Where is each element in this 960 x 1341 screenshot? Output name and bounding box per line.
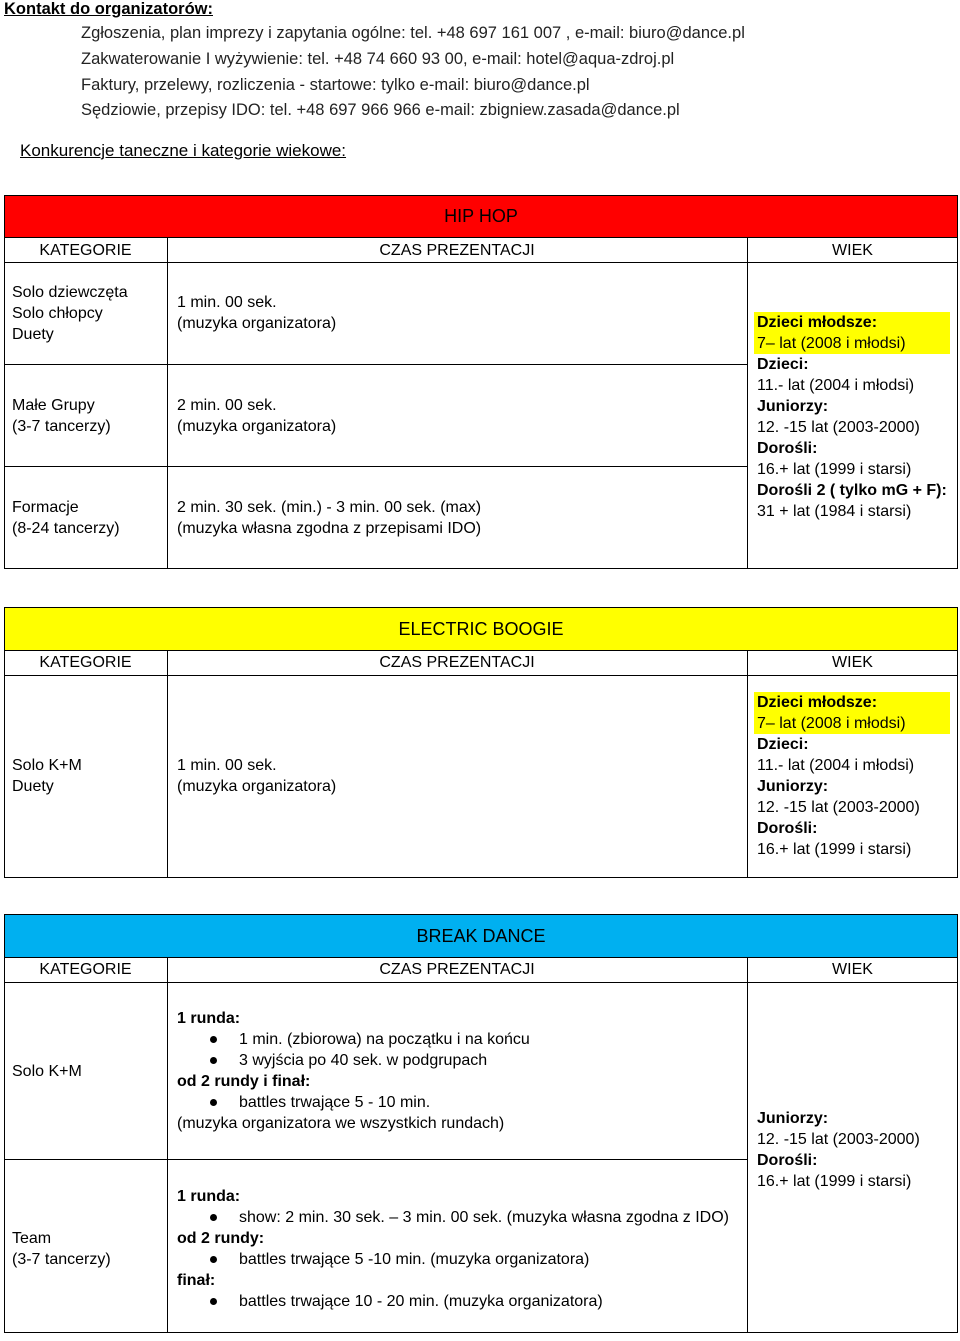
hiphop-title-band — [4, 195, 958, 238]
bullet-item: 1 min. (zbiorowa) na początku i na końcu — [177, 1029, 530, 1050]
category-label: Solo dziewczęta — [12, 284, 128, 301]
electric-ages — [754, 692, 950, 860]
category-label: (8-24 tancerzy) — [12, 520, 120, 537]
contact-line-4: Sędziowie, przepisy IDO: tel. +48 697 966 966 e-mail: zbigniew.zasada@dance.pl — [81, 101, 680, 119]
category-label: (3-7 tancerzy) — [12, 418, 111, 435]
age-label: Juniorzy: — [757, 778, 829, 795]
age-value: 7– lat (2008 i młodsi) — [754, 713, 950, 734]
time-label: (muzyka własna zgodna z przepisami IDO) — [177, 520, 482, 537]
category-label: Małe Grupy — [12, 397, 95, 414]
category-label: Duety — [12, 326, 54, 343]
age-value: 16.+ lat (1999 i starsi) — [757, 841, 912, 858]
age-value: 12. -15 lat (2003-2000) — [757, 1131, 920, 1148]
age-label: Dorośli: — [757, 820, 818, 837]
contact-line-1: Zgłoszenia, plan imprezy i zapytania ogólne: tel. +48 697 161 007 , e-mail: biuro@dance.pl — [81, 24, 745, 42]
time-label: 1 min. 00 sek. — [177, 757, 277, 774]
age-label: Dzieci: — [757, 356, 809, 373]
breakdance-title: BREAK DANCE — [416, 926, 546, 946]
electric-title: ELECTRIC BOOGIE — [398, 619, 564, 639]
category-label: Duety — [12, 778, 54, 795]
bullet-item: battles trwające 10 - 20 min. (muzyka organizatora) — [177, 1291, 729, 1312]
hiphop-header-wiek: WIEK — [832, 242, 873, 259]
hiphop-header-czas: CZAS PREZENTACJI — [379, 242, 535, 259]
hiphop-row-divider-2 — [4, 466, 747, 467]
breakdance-ages — [757, 1108, 920, 1192]
time-label: (muzyka organizatora) — [177, 315, 337, 332]
round-label: 1 runda: — [177, 1010, 241, 1027]
hiphop-header-divider — [4, 262, 958, 263]
electric-header-divider — [4, 675, 958, 676]
breakdance-col-divider-2 — [747, 957, 748, 1333]
contact-line-2: Zakwaterowanie I wyżywienie: tel. +48 74 660 93 00, e-mail: hotel@aqua-zdroj.pl — [81, 50, 675, 68]
age-value: 11.- lat (2004 i młodsi) — [757, 377, 915, 394]
age-label: Dzieci: — [757, 736, 809, 753]
bullet-item: 3 wyjścia po 40 sek. w podgrupach — [177, 1050, 530, 1071]
breakdance-solo-time — [177, 1008, 530, 1134]
category-label: (3-7 tancerzy) — [12, 1251, 111, 1268]
time-label: 2 min. 30 sek. (min.) - 3 min. 00 sek. (max) — [177, 499, 482, 516]
breakdance-row-divider — [4, 1159, 747, 1160]
electric-title-band — [4, 607, 958, 651]
age-label: Dorośli: — [757, 440, 818, 457]
age-value: 11.- lat (2004 i młodsi) — [757, 757, 915, 774]
category-label: Solo K+M — [12, 757, 82, 774]
age-value: 31 + lat (1984 i starsi) — [757, 503, 912, 520]
breakdance-col-divider-1 — [167, 957, 168, 1333]
electric-col-divider-1 — [167, 650, 168, 878]
electric-header-czas: CZAS PREZENTACJI — [379, 654, 535, 671]
breakdance-header-czas: CZAS PREZENTACJI — [379, 961, 535, 978]
age-label: Dorośli 2 ( tylko mG + F): — [757, 482, 947, 499]
hiphop-row2-time — [177, 395, 336, 437]
bullet-item: battles trwające 5 -10 min. (muzyka organizatora) — [177, 1249, 729, 1270]
hiphop-row1-categories — [12, 282, 128, 345]
age-label: Dzieci młodsze: — [754, 312, 950, 333]
age-value: 7– lat (2008 i młodsi) — [754, 333, 950, 354]
breakdance-title-band — [4, 914, 958, 958]
hiphop-row-divider-1 — [4, 364, 747, 365]
age-label: Dorośli: — [757, 1152, 818, 1169]
time-label: 2 min. 00 sek. — [177, 397, 277, 414]
hiphop-col-divider-2 — [747, 237, 748, 569]
breakdance-team-time — [177, 1186, 729, 1312]
age-value: 16.+ lat (1999 i starsi) — [757, 461, 912, 478]
age-label: Dzieci młodsze: — [754, 692, 950, 713]
breakdance-header-divider — [4, 982, 958, 983]
breakdance-header-kategorie: KATEGORIE — [39, 961, 132, 978]
hiphop-ages — [754, 312, 950, 522]
age-value: 16.+ lat (1999 i starsi) — [757, 1173, 912, 1190]
electric-time — [177, 755, 336, 797]
age-value: 12. -15 lat (2003-2000) — [757, 419, 920, 436]
contact-heading: Kontakt do organizatorów: — [4, 0, 213, 18]
breakdance-solo-category: Solo K+M — [12, 1063, 82, 1080]
round-label: od 2 rundy i finał: — [177, 1073, 311, 1090]
round-label: 1 runda: — [177, 1188, 241, 1205]
electric-header-kategorie: KATEGORIE — [39, 654, 132, 671]
time-label: (muzyka organizatora) — [177, 418, 337, 435]
competitions-heading: Konkurencje taneczne i kategorie wiekowe: — [20, 141, 347, 160]
electric-categories — [12, 755, 82, 797]
bullet-item: show: 2 min. 30 sek. – 3 min. 00 sek. (muzyka własna zgodna z IDO) — [177, 1207, 729, 1228]
time-label: (muzyka organizatora) — [177, 778, 337, 795]
hiphop-row3-categories — [12, 497, 120, 539]
time-label: 1 min. 00 sek. — [177, 294, 277, 311]
category-label: Team — [12, 1230, 52, 1247]
breakdance-header-wiek: WIEK — [832, 961, 873, 978]
contact-line-3: Faktury, przelewy, rozliczenia - startowe: tylko e-mail: biuro@dance.pl — [81, 76, 590, 94]
hiphop-row2-categories — [12, 395, 111, 437]
age-label: Juniorzy: — [757, 398, 829, 415]
round-label: od 2 rundy: — [177, 1230, 265, 1247]
category-label: Solo chłopcy — [12, 305, 103, 322]
hiphop-col-divider-1 — [167, 237, 168, 569]
category-label: Formacje — [12, 499, 79, 516]
age-value: 12. -15 lat (2003-2000) — [757, 799, 920, 816]
bullet-item: battles trwające 5 - 10 min. — [177, 1092, 530, 1113]
hiphop-row1-time — [177, 292, 336, 334]
hiphop-header-kategorie: KATEGORIE — [39, 242, 132, 259]
electric-header-wiek: WIEK — [832, 654, 873, 671]
round-label: finał: — [177, 1272, 216, 1289]
age-label: Juniorzy: — [757, 1110, 829, 1127]
hiphop-row3-time — [177, 497, 481, 539]
electric-col-divider-2 — [747, 650, 748, 878]
breakdance-team-category — [12, 1228, 111, 1270]
hiphop-title: HIP HOP — [444, 206, 518, 226]
music-note: (muzyka organizatora we wszystkich rundach) — [177, 1115, 505, 1132]
